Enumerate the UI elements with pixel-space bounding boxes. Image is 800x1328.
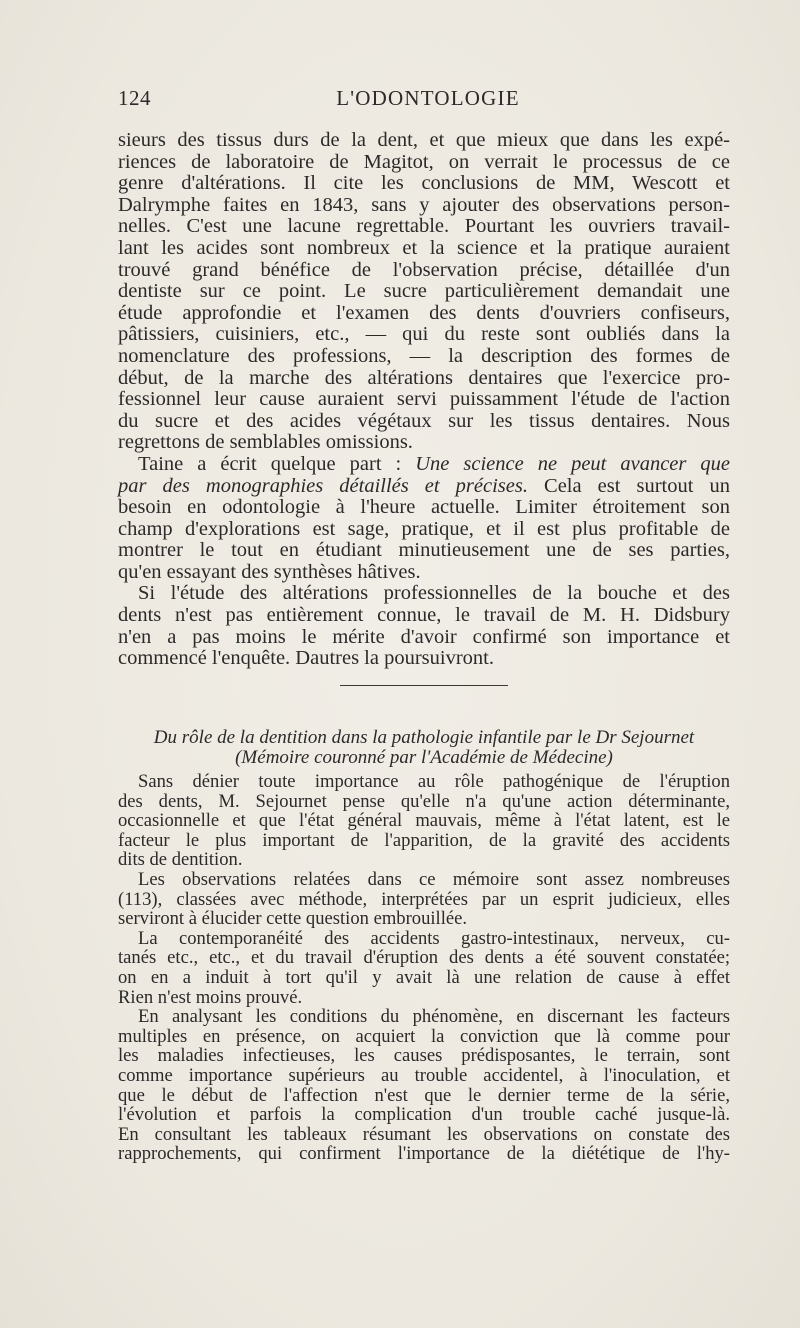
text-line: En consultant les tableaux résumant les observations on constate des (118, 1123, 730, 1145)
text-line: champ d'explorations est sage, pratique, et il est plus profitable de (118, 517, 730, 540)
text-line: trouvé grand bénéfice de l'observation précise, détaillée d'un (118, 258, 730, 281)
text-line: dents n'est pas entièrement connue, le travail de M. H. Didsbury (118, 604, 730, 627)
text-line: genre d'altérations. Il cite les conclusions de MM, Wescott et (118, 172, 730, 195)
text-line: (113), classées avec méthode, interprétées par un esprit judicieux, elles (118, 888, 730, 910)
text-line-with-quote (118, 454, 730, 476)
section-one-text (118, 130, 730, 670)
text-line: n'en a pas moins le mérite d'avoir confirmé son importance et (118, 625, 730, 648)
text-line: Rien n'est moins prouvé. (118, 986, 303, 1008)
text-line: nomenclature des professions, — la description des formes de (118, 344, 730, 367)
text-line-with-quote (118, 476, 730, 498)
text-line: l'évolution et parfois la complication d'un trouble caché jusque-là. (118, 1104, 730, 1126)
page-header (118, 86, 738, 116)
text-line: occasionnelle et que l'état général mauvais, même à l'état latent, est le (118, 810, 730, 832)
text-line: dentiste sur ce point. Le sucre particulièrement demandait une (118, 280, 730, 303)
text-line: on en a induit à tort qu'il y avait là une relation de cause à effet (118, 966, 730, 988)
text-line: qu'en essayant des synthèses hâtives. (118, 560, 421, 583)
text-line: rapprochements, qui confirment l'importance de la diététique de l'hy- (118, 1143, 730, 1165)
text-line: lant les acides sont nombreux et la science et la pratique auraient (118, 236, 730, 259)
text-line: du sucre et des acides végétaux sur les tissus dentaires. Nous (118, 409, 730, 432)
text-line: serviront à élucider cette question embrouillée. (118, 908, 468, 930)
text-line: Dalrymphe faites en 1843, sans y ajouter des observations person- (118, 193, 730, 216)
text-line: La contemporanéité des accidents gastro-intestinaux, nerveux, cu- (138, 927, 730, 949)
plain-text: Cela est surtout un (527, 474, 730, 497)
text-line: sieurs des tissus durs de la dent, et que mieux que dans les expé- (118, 129, 730, 151)
text-line: montrer le tout en étudiant minutieusement une de ses parties, (118, 539, 730, 562)
text-line: multiples en présence, on acquiert la conviction que là comme pour (118, 1025, 730, 1047)
text-line: étude approfondie et l'examen des dents d'ouvriers confiseurs, (118, 301, 730, 324)
section-two-text (118, 772, 730, 1164)
text-line: dits de dentition. (118, 849, 243, 871)
text-line: nelles. C'est une lacune regrettable. Pourtant les ouvriers travail- (118, 215, 730, 238)
text-line: les maladies infectieuses, les causes prédisposantes, le terrain, sont (118, 1045, 730, 1067)
italic-quote: Une science ne peut avancer que (415, 452, 730, 475)
text-line: facteur le plus important de l'apparition, de la gravité des accidents (118, 829, 730, 851)
article-title (118, 728, 730, 768)
text-line: riences de laboratoire de Magitot, on verrait le processus de ce (118, 150, 730, 173)
text-line: pâtissiers, cuisiniers, etc., — qui du reste sont oubliés dans la (118, 323, 730, 346)
running-title: L'ODONTOLOGIE (336, 86, 520, 110)
article-subtitle-line: (Mémoire couronné par l'Académie de Médecine) (235, 747, 613, 768)
text-line: fessionnel leur cause auraient servi puissamment l'étude de l'action (118, 388, 730, 411)
text-line: Sans dénier toute importance au rôle pathogénique de l'éruption (138, 771, 730, 792)
text-line: regrettons de semblables omissions. (118, 431, 413, 454)
italic-quote: par des monographies détaillés et précises. (118, 474, 528, 497)
plain-text: Taine a écrit quelque part : (138, 452, 416, 475)
text-line: que le début de l'affection n'est que le dernier terme de la série, (118, 1084, 730, 1106)
text-line: des dents, M. Sejournet pense qu'elle n'a qu'une action déterminante, (118, 790, 730, 812)
text-line: commencé l'enquête. Dautres la poursuivront. (118, 647, 494, 670)
text-line: début, de la marche des altérations dentaires que l'exercice pro- (118, 366, 730, 389)
section-divider (340, 685, 508, 686)
text-line: Si l'étude des altérations professionnelles de la bouche et des (138, 582, 730, 605)
text-line: besoin en odontologie à l'heure actuelle. Limiter étroitement son (118, 496, 730, 519)
article-title-line: Du rôle de la dentition dans la pathologie infantile par le Dr Sejournet (153, 727, 695, 748)
text-line: Les observations relatées dans ce mémoire sont assez nombreuses (138, 868, 730, 890)
text-line: tanés etc., etc., et du travail d'éruption des dents a été souvent constatée; (118, 947, 730, 969)
text-line: comme importance supérieurs au trouble accidentel, à l'inoculation, et (118, 1064, 730, 1086)
text-line: En analysant les conditions du phénomène, en discernant les facteurs (138, 1006, 730, 1028)
page-number: 124 (118, 86, 151, 110)
